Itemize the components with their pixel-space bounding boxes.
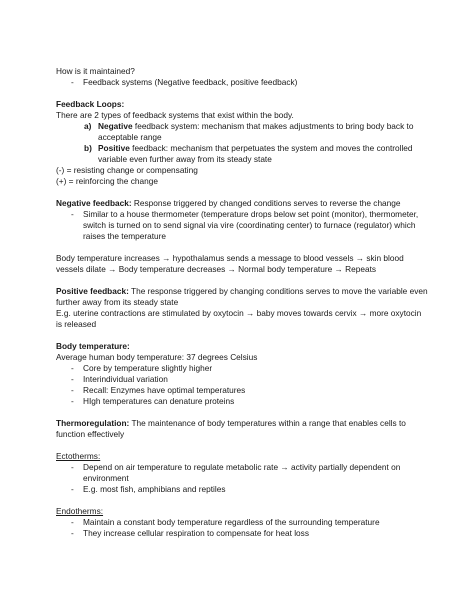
negative-feedback-chain: Body temperature increases → hypothalamus sends a message to blood vessels → skin blood vessels dilate → Body temperature decreases → Normal body temperature → Repeats xyxy=(56,253,404,274)
legend-plus: (+) = reinforcing the change xyxy=(56,176,158,186)
dash-bullet: - xyxy=(71,385,74,395)
list-item-text: HIgh temperatures can denature proteins xyxy=(83,396,235,406)
term-label: Thermoregulation: xyxy=(56,418,130,428)
list-item xyxy=(56,77,428,88)
item-letter: a) xyxy=(84,121,92,131)
item-letter: b) xyxy=(84,143,92,153)
item-definition: feedback system: mechanism that makes adjustments to bring body back to acceptable range xyxy=(98,121,414,142)
list-item-text: Interindividual variation xyxy=(83,374,168,384)
list-item xyxy=(56,385,428,396)
list-item-text: Depend on air temperature to regulate metabolic rate → activity partially dependent on environment xyxy=(83,462,401,483)
section-heading-endotherms: Endotherms: xyxy=(56,506,104,516)
section-heading-ectotherms: Ectotherms: xyxy=(56,451,101,461)
average-temperature: Average human body temperature: 37 degrees Celsius xyxy=(56,352,258,362)
term-label: Negative feedback: xyxy=(56,198,132,208)
term-text: Response triggered by changed conditions serves to reverse the change xyxy=(131,198,401,208)
list-item-text: Maintain a constant body temperature regardless of the surrounding temperature xyxy=(83,517,380,527)
dash-bullet: - xyxy=(71,374,74,384)
dash-bullet: - xyxy=(71,209,74,219)
dash-bullet: - xyxy=(71,363,74,373)
lettered-item xyxy=(56,121,428,143)
dash-bullet: - xyxy=(71,528,74,538)
list-item xyxy=(56,517,428,528)
list-item-text: Similar to a house thermometer (temperature drops below set point (monitor), thermometer, switch is turned on to send signal via vire (coordinating center) to furnace (regulator) which raises the temperature xyxy=(83,209,419,241)
dash-bullet: - xyxy=(71,462,74,472)
dash-bullet: - xyxy=(71,77,74,87)
thermoregulation-definition xyxy=(56,418,428,440)
document-page xyxy=(56,66,428,539)
term-label: Positive feedback: xyxy=(56,286,129,296)
list-item-text: Core by temperature slightly higher xyxy=(83,363,213,373)
term-text: The response triggered by changing conditions serves to move the variable even further away from its steady state xyxy=(56,286,428,307)
feedback-loops-intro: There are 2 types of feedback systems that exist within the body. xyxy=(56,110,294,120)
positive-feedback-example: E.g. uterine contractions are stimulated by oxytocin → baby moves towards cervix → more oxytocin is released xyxy=(56,308,422,329)
list-item-text: Recall: Enzymes have optimal temperatures xyxy=(83,385,246,395)
item-term: Negative xyxy=(98,121,133,131)
list-item xyxy=(56,209,428,242)
list-item xyxy=(56,528,428,539)
list-item-text: They increase cellular respiration to compensate for heat loss xyxy=(83,528,309,538)
list-item-text: Feedback systems (Negative feedback, positive feedback) xyxy=(83,77,298,87)
list-item xyxy=(56,462,428,484)
intro-question: How is it maintained? xyxy=(56,66,135,76)
dash-bullet: - xyxy=(71,517,74,527)
dash-bullet: - xyxy=(71,484,74,494)
list-item xyxy=(56,484,428,495)
term-text: The maintenance of body temperatures within a range that enables cells to function effectively xyxy=(56,418,406,439)
section-heading-feedback-loops: Feedback Loops: xyxy=(56,99,125,109)
list-item-text: E.g. most fish, amphibians and reptiles xyxy=(83,484,226,494)
legend-minus: (-) = resisting change or compensating xyxy=(56,165,198,175)
item-term: Positive xyxy=(98,143,130,153)
section-heading-body-temperature: Body temperature: xyxy=(56,341,130,351)
list-item xyxy=(56,363,428,374)
item-definition: feedback: mechanism that perpetuates the system and moves the controlled variable even further away from its steady state xyxy=(98,143,413,164)
negative-feedback-definition xyxy=(56,198,428,209)
list-item xyxy=(56,396,428,407)
positive-feedback-definition xyxy=(56,286,428,308)
dash-bullet: - xyxy=(71,396,74,406)
list-item xyxy=(56,374,428,385)
lettered-item xyxy=(56,143,428,165)
